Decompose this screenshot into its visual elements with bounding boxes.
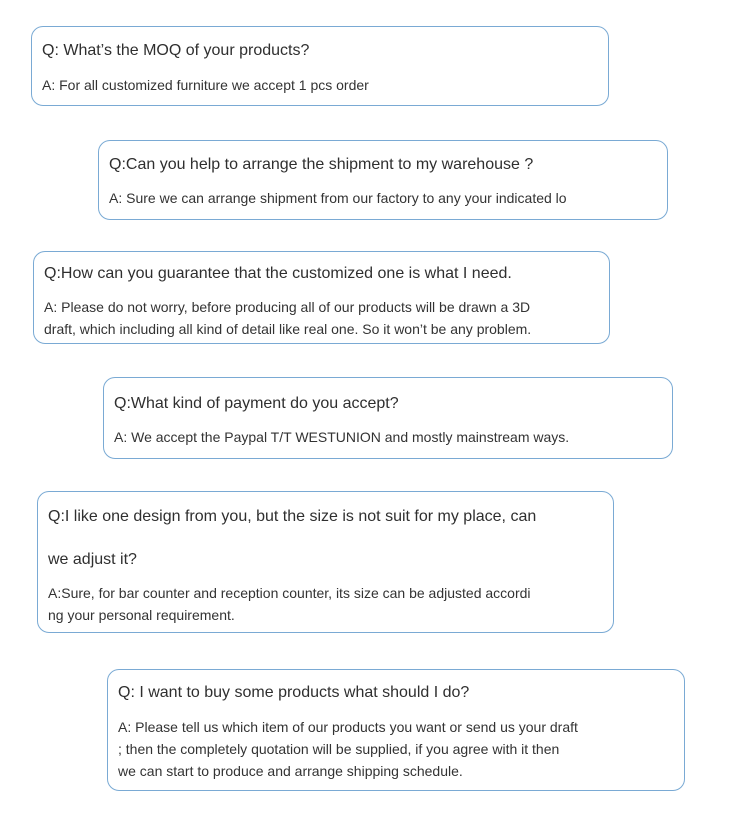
faq-answer-line: ng your personal requirement. [48,607,235,623]
faq-answer-line: A: For all customized furniture we accept 1 pcs order [42,77,369,93]
faq-card-how-to-buy [107,669,685,791]
faq-question: Q:Can you help to arrange the shipment to my warehouse ? [109,156,534,173]
faq-question: Q: What’s the MOQ of your products? [42,42,310,59]
faq-answer-line: A: Sure we can arrange shipment from our factory to any your indicated lo [109,190,567,206]
faq-question: Q:I like one design from you, but the size is not suit for my place, can [48,508,537,525]
faq-answer-line: ; then the completely quotation will be supplied, if you agree with it then [118,741,560,757]
faq-card-moq [31,26,609,106]
faq-answer [114,426,569,448]
faq-question-continued: we adjust it? [48,551,137,568]
faq-answer [48,582,531,626]
faq-answer [109,187,567,209]
faq-answer-line: draft, which including all kind of detail like real one. So it won’t be any problem. [44,321,532,337]
faq-question: Q:How can you guarantee that the customized one is what I need. [44,265,512,282]
faq-answer-line: A: Please tell us which item of our products you want or send us your draft [118,719,578,735]
faq-answer-line: A:Sure, for bar counter and reception counter, its size can be adjusted accordi [48,585,531,601]
faq-answer [44,296,531,340]
faq-card-guarantee [33,251,610,344]
faq-question: Q:What kind of payment do you accept? [114,395,399,412]
faq-card-payment [103,377,673,459]
faq-answer [118,716,578,782]
faq-card-size-adjust [37,491,614,633]
faq-card-shipment [98,140,668,220]
faq-answer [42,74,369,96]
faq-answer-line: A: Please do not worry, before producing all of our products will be drawn a 3D [44,299,531,315]
faq-question: Q: I want to buy some products what should I do? [118,684,470,701]
faq-answer-line: A: We accept the Paypal T/T WESTUNION and mostly mainstream ways. [114,429,570,445]
faq-answer-line: we can start to produce and arrange shipping schedule. [118,763,463,779]
